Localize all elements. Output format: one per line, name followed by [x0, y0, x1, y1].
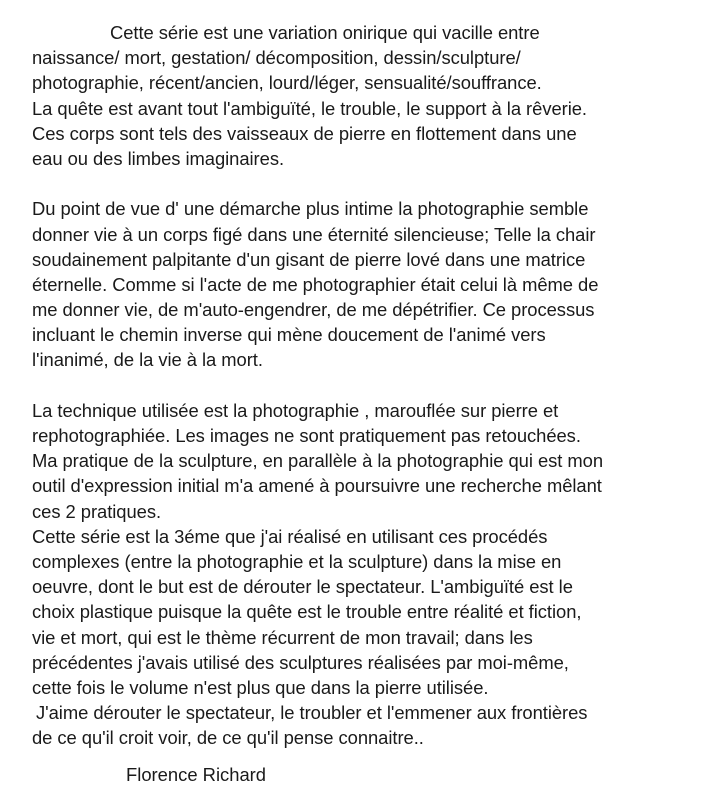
paragraph-3 — [32, 398, 702, 751]
paragraph-1 — [32, 20, 702, 171]
paragraph-line: Ces corps sont tels des vaisseaux de pierre en flottement dans une — [32, 122, 577, 144]
paragraph-line: photographie, récent/ancien, lourd/léger, sensualité/souffrance. — [32, 72, 542, 94]
paragraph-line: donner vie à un corps figé dans une éternité silencieuse; Telle la chair — [32, 223, 596, 245]
paragraph-line: éternelle. Comme si l'acte de me photographier était celui là même de — [32, 273, 599, 295]
paragraph-spacer — [32, 373, 702, 398]
paragraph-line: cette fois le volume n'est plus que dans la pierre utilisée. — [32, 676, 489, 698]
paragraph-line: La quête est avant tout l'ambiguïté, le trouble, le support à la rêverie. — [32, 97, 587, 119]
paragraph-line: La technique utilisée est la photographie , marouflée sur pierre et — [32, 399, 559, 421]
paragraph-line: précédentes j'avais utilisé des sculptures réalisées par moi-même, — [32, 651, 569, 673]
paragraph-line: vie et mort, qui est le thème récurrent de mon travail; dans les — [32, 626, 533, 648]
paragraph-line: complexes (entre la photographie et la sculpture) dans la mise en — [32, 550, 562, 572]
paragraph-line: oeuvre, dont le but est de dérouter le spectateur. L'ambiguïté est le — [32, 576, 573, 598]
paragraph-line: eau ou des limbes imaginaires. — [32, 147, 285, 169]
paragraph-line: J'aime dérouter le spectateur, le troubler et l'emmener aux frontières — [36, 702, 588, 724]
paragraph-2 — [32, 196, 702, 372]
paragraph-line: Cette série est une variation onirique qui vacille entre — [110, 22, 540, 43]
author-signature: Florence Richard — [126, 764, 267, 785]
paragraph-line: incluant le chemin inverse qui mène doucement de l'animé vers — [32, 324, 546, 346]
paragraph-line: l'inanimé, de la vie à la mort. — [32, 349, 263, 371]
paragraph-line: choix plastique puisque la quête est le trouble entre réalité et fiction, — [32, 601, 582, 623]
document-body — [32, 20, 702, 750]
paragraph-line: outil d'expression initial m'a amené à poursuivre une recherche mêlant — [32, 475, 602, 497]
paragraph-line: Ma pratique de la sculpture, en parallèle à la photographie qui est mon — [32, 450, 604, 472]
paragraph-line: Du point de vue d' une démarche plus intime la photographie semble — [32, 198, 589, 220]
paragraph-line: me donner vie, de m'auto-engendrer, de me dépétrifier. Ce processus — [32, 299, 595, 321]
paragraph-line: Cette série est la 3éme que j'ai réalisé en utilisant ces procédés — [32, 525, 548, 547]
paragraph-spacer — [32, 171, 702, 196]
paragraph-line: de ce qu'il croit voir, de ce qu'il pense connaitre.. — [32, 727, 424, 749]
paragraph-line: naissance/ mort, gestation/ décomposition, dessin/sculpture/ — [32, 47, 521, 69]
paragraph-line: soudainement palpitante d'un gisant de pierre lové dans une matrice — [32, 248, 586, 270]
paragraph-line: ces 2 pratiques. — [32, 500, 162, 522]
paragraph-line: rephotographiée. Les images ne sont pratiquement pas retouchées. — [32, 425, 581, 446]
